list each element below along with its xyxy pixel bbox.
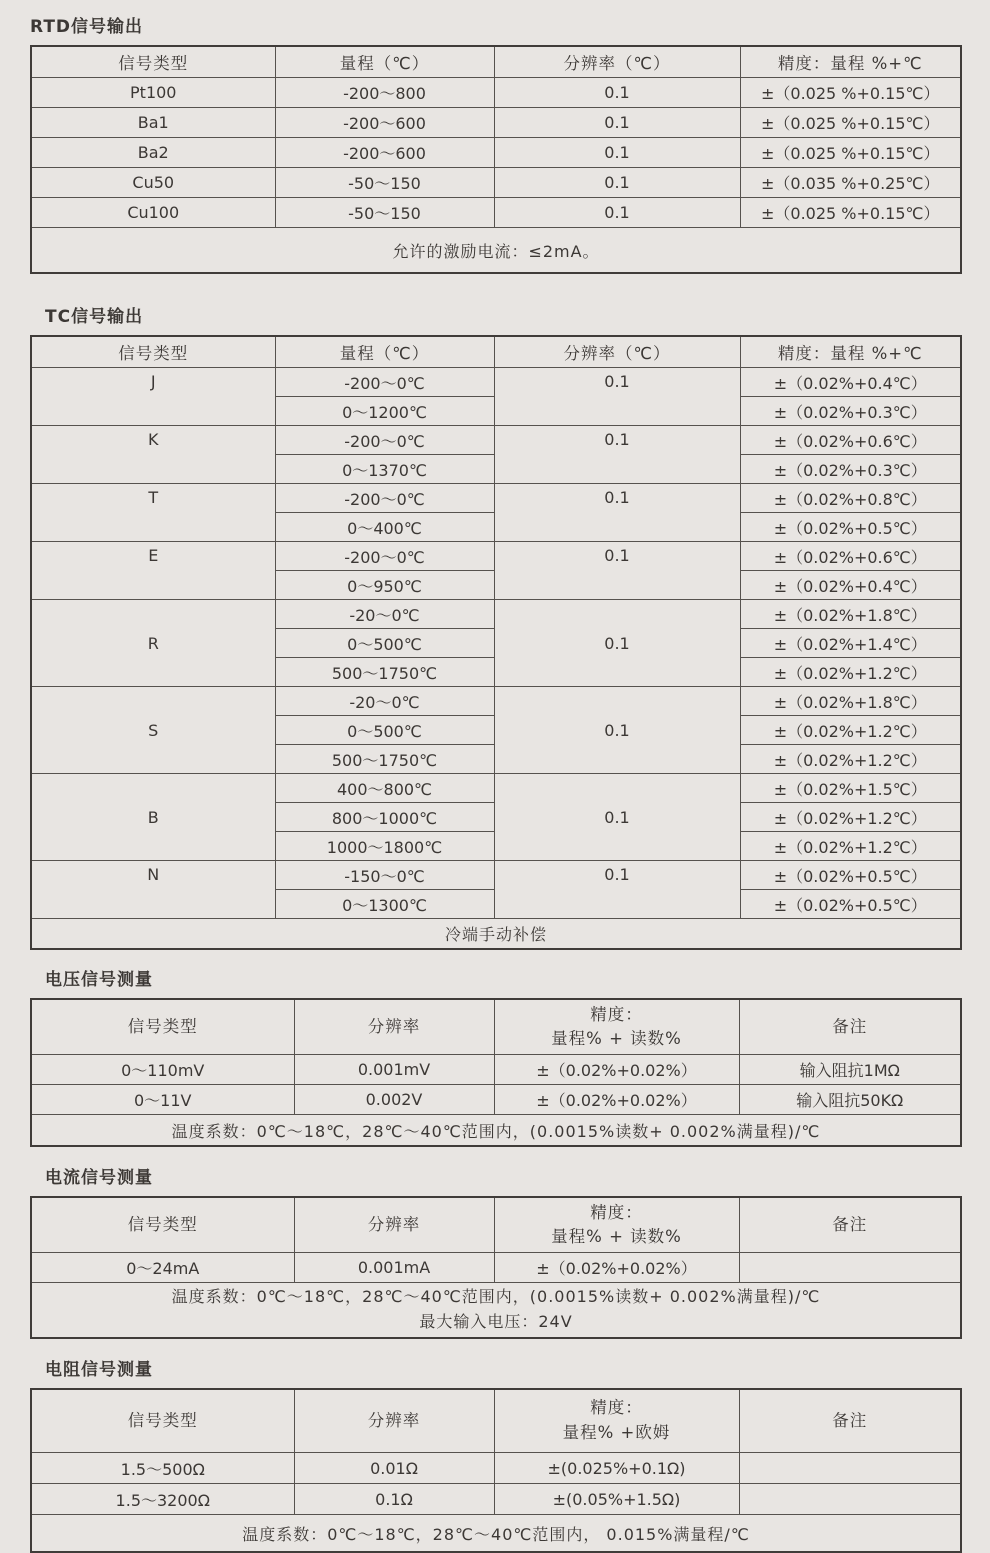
current-temp-coefficient-note: 温度系数：0℃～18℃，28℃～40℃范围内，(0.0015%读数+ 0.002%满量程)/℃	[171, 1287, 821, 1307]
cell-signal-type: K	[31, 426, 275, 484]
cell-range: -200～600	[275, 138, 494, 168]
cell-resolution: 0.001mV	[294, 1055, 494, 1085]
current-header-accuracy	[494, 1197, 739, 1253]
rtd-header-resolution: 分辨率（℃）	[494, 46, 740, 78]
cell-range: 800～1000℃	[275, 803, 494, 832]
voltage-note-row	[31, 1115, 961, 1147]
cell-range: -200～800	[275, 78, 494, 108]
cell-range: -50～150	[275, 198, 494, 228]
cell-signal-type: Ba2	[31, 138, 275, 168]
cell-resolution: 0.1	[494, 78, 740, 108]
cell-signal-type: B	[31, 774, 275, 861]
tc-table	[30, 335, 962, 950]
accuracy-header-line2: 量程% +欧姆	[562, 1423, 671, 1442]
voltage-header-accuracy	[494, 999, 739, 1055]
current-table	[30, 1196, 962, 1339]
tc-header-range: 量程（℃）	[275, 336, 494, 368]
voltage-section-title: 电压信号测量	[45, 970, 153, 990]
table-row	[31, 1453, 961, 1484]
current-section-title: 电流信号测量	[45, 1168, 153, 1188]
cell-resolution: 0.1	[494, 687, 740, 774]
tc-header-row	[31, 336, 961, 368]
cell-signal-type: Cu50	[31, 168, 275, 198]
cell-accuracy: ±（0.025 %+0.15℃）	[740, 198, 961, 228]
table-row	[31, 1484, 961, 1515]
cell-signal-type: S	[31, 687, 275, 774]
cell-resolution: 0.001mA	[294, 1253, 494, 1283]
cell-accuracy: ±（0.02%+0.5℃）	[740, 513, 961, 542]
cell-resolution: 0.1	[494, 484, 740, 542]
cell-accuracy: ±（0.02%+0.02%）	[494, 1055, 739, 1085]
cell-accuracy: ±（0.02%+1.4℃）	[740, 629, 961, 658]
accuracy-header-line2: 量程% + 读数%	[551, 1227, 682, 1246]
cell-remark	[739, 1484, 961, 1515]
cell-resolution: 0.002V	[294, 1085, 494, 1115]
cell-signal-type: Pt100	[31, 78, 275, 108]
cell-range: 400～800℃	[275, 774, 494, 803]
cell-resolution: 0.1	[494, 368, 740, 426]
table-row	[31, 426, 961, 455]
cell-range: 1000～1800℃	[275, 832, 494, 861]
cell-signal-type: 1.5～3200Ω	[31, 1484, 294, 1515]
cell-resolution: 0.1	[494, 600, 740, 687]
table-row	[31, 168, 961, 198]
cell-signal-type: J	[31, 368, 275, 426]
cell-accuracy: ±（0.02%+1.8℃）	[740, 687, 961, 716]
resistance-note-row	[31, 1515, 961, 1553]
table-row	[31, 542, 961, 571]
cell-resolution: 0.1	[494, 108, 740, 138]
cell-signal-type: R	[31, 600, 275, 687]
cell-signal-type: 1.5～500Ω	[31, 1453, 294, 1484]
accuracy-header-line1: 精度：	[590, 1203, 643, 1223]
voltage-table	[30, 998, 962, 1147]
cell-signal-type: 0～24mA	[31, 1253, 294, 1283]
resistance-section-title: 电阻信号测量	[45, 1360, 153, 1380]
cell-accuracy: ±(0.025%+0.1Ω)	[494, 1453, 739, 1484]
resistance-temp-coefficient-note: 温度系数：0℃～18℃，28℃～40℃范围内， 0.015%满量程/℃	[31, 1515, 961, 1553]
cell-range: -50～150	[275, 168, 494, 198]
cell-accuracy: ±（0.02%+0.8℃）	[740, 484, 961, 513]
current-note-row	[31, 1283, 961, 1339]
cell-range: -20～0℃	[275, 687, 494, 716]
voltage-temp-coefficient-note: 温度系数：0℃～18℃，28℃～40℃范围内，(0.0015%读数+ 0.002%满量程)/℃	[31, 1115, 961, 1147]
table-row	[31, 687, 961, 716]
cell-resolution: 0.1	[494, 198, 740, 228]
rtd-header-row	[31, 46, 961, 78]
tc-note-row	[31, 919, 961, 950]
cell-range: 500～1750℃	[275, 745, 494, 774]
current-header-row	[31, 1197, 961, 1253]
cell-range: -20～0℃	[275, 600, 494, 629]
cell-accuracy: ±(0.05%+1.5Ω)	[494, 1484, 739, 1515]
table-row	[31, 108, 961, 138]
cell-accuracy: ±（0.02%+0.4℃）	[740, 368, 961, 397]
rtd-excitation-note: 允许的激励电流：≤2mA。	[31, 228, 961, 274]
tc-header-signal-type: 信号类型	[31, 336, 275, 368]
resistance-header-remark: 备注	[739, 1389, 961, 1453]
cell-range: 0～500℃	[275, 716, 494, 745]
resistance-header-signal-type: 信号类型	[31, 1389, 294, 1453]
voltage-header-resolution: 分辨率	[294, 999, 494, 1055]
cell-resolution: 0.1Ω	[294, 1484, 494, 1515]
cell-range: 500～1750℃	[275, 658, 494, 687]
rtd-header-signal-type: 信号类型	[31, 46, 275, 78]
cell-accuracy: ±（0.02%+0.6℃）	[740, 542, 961, 571]
table-row	[31, 78, 961, 108]
cell-accuracy: ±（0.02%+1.5℃）	[740, 774, 961, 803]
voltage-header-signal-type: 信号类型	[31, 999, 294, 1055]
tc-section-title: TC信号输出	[45, 307, 144, 327]
accuracy-header-line2: 量程% + 读数%	[551, 1029, 682, 1048]
voltage-header-remark: 备注	[739, 999, 961, 1055]
table-row	[31, 484, 961, 513]
resistance-header-row	[31, 1389, 961, 1453]
table-row	[31, 1085, 961, 1115]
cell-accuracy: ±（0.02%+1.2℃）	[740, 832, 961, 861]
rtd-note-row	[31, 228, 961, 274]
cell-accuracy: ±（0.02%+0.3℃）	[740, 455, 961, 484]
tc-header-resolution: 分辨率（℃）	[494, 336, 740, 368]
cell-accuracy: ±（0.02%+1.2℃）	[740, 745, 961, 774]
cell-range: 0～950℃	[275, 571, 494, 600]
cell-range: -200～0℃	[275, 368, 494, 397]
rtd-section-title: RTD信号输出	[30, 17, 144, 37]
cell-accuracy: ±（0.025 %+0.15℃）	[740, 138, 961, 168]
cell-signal-type: E	[31, 542, 275, 600]
resistance-header-accuracy	[494, 1389, 739, 1453]
cell-accuracy: ±（0.02%+0.5℃）	[740, 890, 961, 919]
cell-resolution: 0.1	[494, 426, 740, 484]
cell-signal-type: 0～110mV	[31, 1055, 294, 1085]
cell-range: 0～1300℃	[275, 890, 494, 919]
cell-accuracy: ±（0.02%+0.5℃）	[740, 861, 961, 890]
cell-remark: 输入阻抗1MΩ	[739, 1055, 961, 1085]
cell-accuracy: ±（0.02%+1.2℃）	[740, 716, 961, 745]
cell-accuracy: ±（0.02%+0.4℃）	[740, 571, 961, 600]
cell-signal-type: N	[31, 861, 275, 919]
cell-signal-type: Cu100	[31, 198, 275, 228]
cell-accuracy: ±（0.02%+0.02%）	[494, 1085, 739, 1115]
cell-signal-type: Ba1	[31, 108, 275, 138]
current-header-remark: 备注	[739, 1197, 961, 1253]
cell-accuracy: ±（0.025 %+0.15℃）	[740, 108, 961, 138]
cell-signal-type: 0～11V	[31, 1085, 294, 1115]
cell-resolution: 0.1	[494, 774, 740, 861]
cell-remark	[739, 1453, 961, 1484]
cell-resolution: 0.1	[494, 138, 740, 168]
table-row	[31, 368, 961, 397]
cell-accuracy: ±（0.035 %+0.25℃）	[740, 168, 961, 198]
cell-range: -200～0℃	[275, 542, 494, 571]
cell-resolution: 0.1	[494, 542, 740, 600]
current-max-input-voltage-note: 最大输入电压：24V	[419, 1312, 573, 1331]
cell-accuracy: ±（0.025 %+0.15℃）	[740, 78, 961, 108]
cell-range: 0～500℃	[275, 629, 494, 658]
cell-signal-type: T	[31, 484, 275, 542]
cell-range: 0～400℃	[275, 513, 494, 542]
cell-accuracy: ±（0.02%+0.6℃）	[740, 426, 961, 455]
cell-range: 0～1200℃	[275, 397, 494, 426]
table-row	[31, 600, 961, 629]
cell-range: -200～600	[275, 108, 494, 138]
cell-accuracy: ±（0.02%+0.3℃）	[740, 397, 961, 426]
cell-range: -200～0℃	[275, 484, 494, 513]
cell-remark	[739, 1253, 961, 1283]
cell-accuracy: ±（0.02%+1.2℃）	[740, 658, 961, 687]
table-row	[31, 774, 961, 803]
current-notes	[31, 1283, 961, 1339]
table-row	[31, 861, 961, 890]
cell-accuracy: ±（0.02%+0.02%）	[494, 1253, 739, 1283]
voltage-header-row	[31, 999, 961, 1055]
cell-accuracy: ±（0.02%+1.8℃）	[740, 600, 961, 629]
resistance-table	[30, 1388, 962, 1553]
rtd-table	[30, 45, 962, 274]
cell-accuracy: ±（0.02%+1.2℃）	[740, 803, 961, 832]
cell-range: -200～0℃	[275, 426, 494, 455]
rtd-header-range: 量程（℃）	[275, 46, 494, 78]
tc-cold-junction-note: 冷端手动补偿	[31, 919, 961, 950]
table-row	[31, 138, 961, 168]
cell-range: -150～0℃	[275, 861, 494, 890]
cell-remark: 输入阻抗50KΩ	[739, 1085, 961, 1115]
cell-resolution: 0.01Ω	[294, 1453, 494, 1484]
resistance-header-resolution: 分辨率	[294, 1389, 494, 1453]
table-row	[31, 198, 961, 228]
table-row	[31, 1253, 961, 1283]
rtd-header-accuracy: 精度：量程 %+℃	[740, 46, 961, 78]
accuracy-header-line1: 精度：	[590, 1398, 643, 1418]
cell-resolution: 0.1	[494, 168, 740, 198]
current-header-signal-type: 信号类型	[31, 1197, 294, 1253]
tc-header-accuracy: 精度：量程 %+℃	[740, 336, 961, 368]
current-header-resolution: 分辨率	[294, 1197, 494, 1253]
cell-range: 0～1370℃	[275, 455, 494, 484]
accuracy-header-line1: 精度：	[590, 1005, 643, 1025]
table-row	[31, 1055, 961, 1085]
cell-resolution: 0.1	[494, 861, 740, 919]
